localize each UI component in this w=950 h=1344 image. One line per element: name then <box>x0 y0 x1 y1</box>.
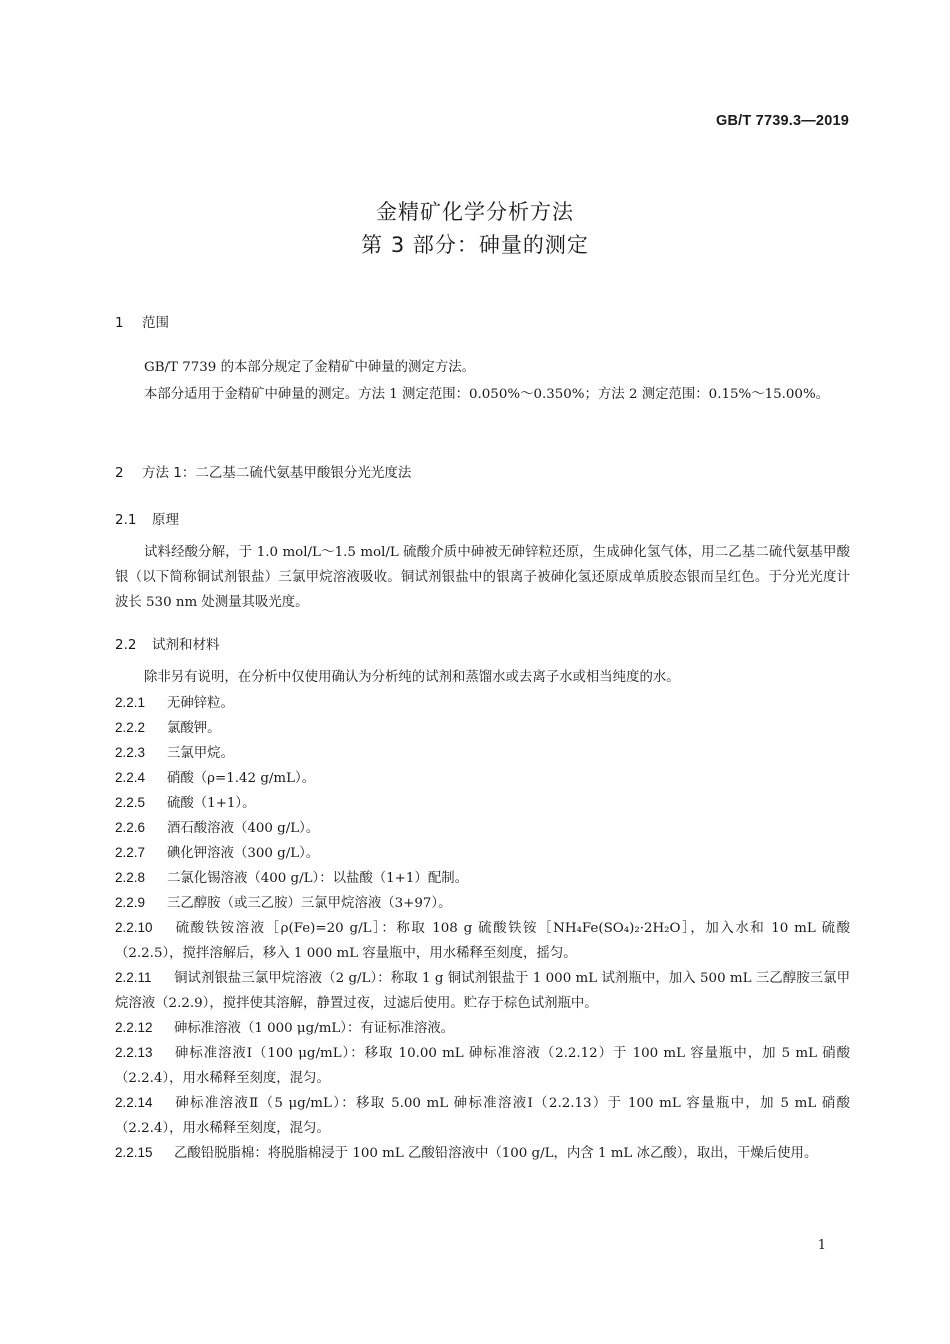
list-item: 2.2.3 三氯甲烷。 <box>115 745 234 761</box>
standard-code: GB/T 7739.3—2019 <box>716 113 849 129</box>
paragraph: GB/T 7739 的本部分规定了金精矿中砷量的测定方法。 <box>144 360 475 375</box>
list-item: 2.2.8 二氯化锡溶液（400 g/L）：以盐酸（1+1）配制。 <box>115 870 468 886</box>
list-item: 2.2.11 铜试剂银盐三氯甲烷溶液（2 g/L）：称取 1 g 铜试剂银盐于 1 000 mL 试剂瓶中，加入 500 mL 三乙醇胺三氯甲烷溶液（2.2.9），搅拌使其溶解，静置过夜，过滤后使用。贮存于棕色试剂瓶中。 <box>115 970 850 1011</box>
list-item: 2.2.6 酒石酸溶液（400 g/L）。 <box>115 820 320 836</box>
list-item: 2.2.4 硝酸（ρ=1.42 g/mL）。 <box>115 770 316 786</box>
document-title: 金精矿化学分析方法 <box>376 200 574 224</box>
section-heading <box>115 461 411 481</box>
subsection-heading <box>115 633 220 653</box>
list-item: 2.2.5 硫酸（1+1）。 <box>115 795 256 811</box>
list-item: 2.2.9 三乙醇胺（或三乙胺）三氯甲烷溶液（3+97）。 <box>115 895 452 911</box>
subsection-number: 2.1 <box>115 512 137 528</box>
list-item: 2.2.15 乙酸铅脱脂棉：将脱脂棉浸于 100 mL 乙酸铅溶液中（100 g/L，内含 1 mL 冰乙酸），取出，干燥后使用。 <box>115 1145 818 1161</box>
list-item: 2.2.1 无砷锌粒。 <box>115 695 234 711</box>
section-heading <box>115 311 169 331</box>
page-number: 1 <box>817 1238 826 1253</box>
list-item: 2.2.14 砷标准溶液Ⅱ（5 μg/mL）：移取 5.00 mL 砷标准溶液Ⅰ（2.2.13）于 100 mL 容量瓶中，加 5 mL 硝酸（2.2.4），用水稀释至刻度，混匀。 <box>115 1095 850 1136</box>
subsection-number: 2.2 <box>115 637 137 653</box>
section-title: 方法 1：二乙基二硫代氨基甲酸银分光光度法 <box>142 465 412 481</box>
subsection-title: 原理 <box>152 512 179 528</box>
document-subtitle: 第 3 部分：砷量的测定 <box>361 233 589 257</box>
paragraph: 除非另有说明，在分析中仅使用确认为分析纯的试剂和蒸馏水或去离子水或相当纯度的水。 <box>144 670 680 685</box>
list-item: 2.2.7 碘化钾溶液（300 g/L）。 <box>115 845 320 861</box>
list-item: 2.2.10 硫酸铁铵溶液［ρ(Fe)=20 g/L］：称取 108 g 硫酸铁铵［NH₄Fe(SO₄)₂·2H₂O］，加入水和 10 mL 硫酸（2.2.5），搅拌溶解后，移入 1 000 mL 容量瓶中，用水稀释至刻度，摇匀。 <box>115 920 850 961</box>
paragraph: 试料经酸分解，于 1.0 mol/L～1.5 mol/L 硫酸介质中砷被无砷锌粒还原，生成砷化氢气体，用二乙基二硫代氨基甲酸银（以下简称铜试剂银盐）三氯甲烷溶液吸收。铜试剂银盐中的银离子被砷化氢还原成单质胶态银而呈红色。于分光光度计波长 530 nm 处测量其吸光度。 <box>115 545 850 610</box>
section-title: 范围 <box>142 315 169 331</box>
paragraph: 本部分适用于金精矿中砷量的测定。方法 1 测定范围：0.050%～0.350%；方法 2 测定范围：0.15%～15.00%。 <box>144 387 830 402</box>
section-number: 2 <box>115 465 124 481</box>
section-number: 1 <box>115 315 124 331</box>
subsection-title: 试剂和材料 <box>152 637 220 653</box>
list-item: 2.2.13 砷标准溶液Ⅰ（100 μg/mL）：移取 10.00 mL 砷标准溶液（2.2.12）于 100 mL 容量瓶中，加 5 mL 硝酸（2.2.4），用水稀释至刻度，混匀。 <box>115 1045 850 1086</box>
subsection-heading <box>115 508 179 528</box>
list-item: 2.2.2 氯酸钾。 <box>115 720 221 736</box>
list-item: 2.2.12 砷标准溶液（1 000 μg/mL）：有证标准溶液。 <box>115 1020 455 1036</box>
